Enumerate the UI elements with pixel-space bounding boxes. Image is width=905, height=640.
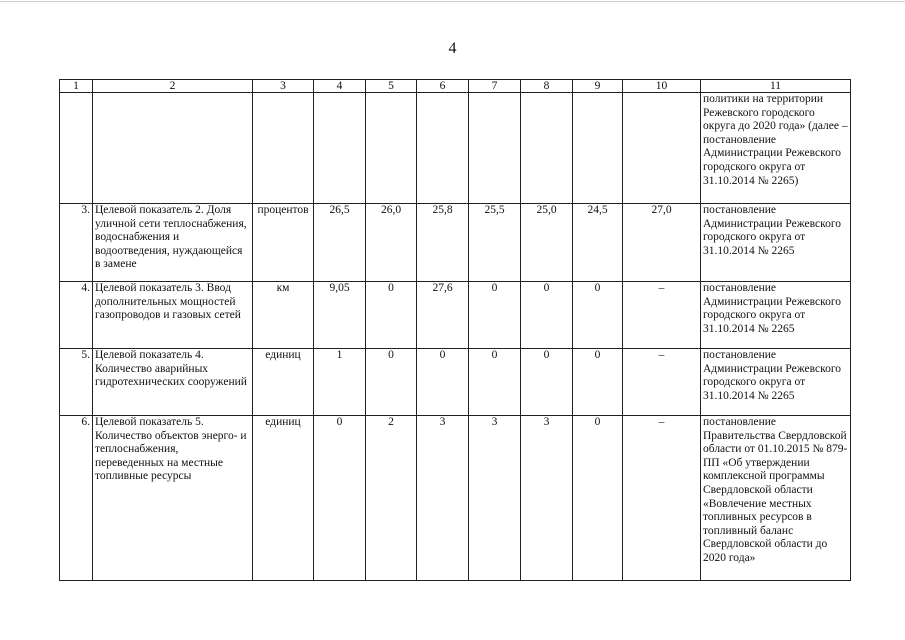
value-cell: 0 [521, 349, 573, 416]
value-cell: – [623, 282, 701, 349]
row-number: 5. [60, 349, 93, 416]
value-cell: 0 [314, 416, 366, 581]
value-cell: 3 [521, 416, 573, 581]
header-cell: 6 [417, 80, 469, 93]
source-document: постановление Администрации Режевского городского округа от 31.10.2014 № 2265 [701, 204, 851, 282]
header-cell: 4 [314, 80, 366, 93]
table-row [60, 349, 851, 416]
unit-cell: км [253, 282, 314, 349]
value-cell: 24,5 [573, 204, 623, 282]
table-row [60, 282, 851, 349]
value-cell: 0 [417, 349, 469, 416]
value-cell [623, 93, 701, 204]
source-document: политики на территории Режевского городского округа до 2020 года» (далее – постановление Администрации Режевского городского округа от 31.10.2014 № 2265) [701, 93, 851, 204]
value-cell: – [623, 416, 701, 581]
value-cell: 2 [366, 416, 417, 581]
value-cell: 25,5 [469, 204, 521, 282]
indicator-name: Целевой показатель 5. Количество объектов энерго- и теплоснабжения, переведенных на местные топливные ресурсы [93, 416, 253, 581]
table-row [60, 204, 851, 282]
value-cell: 3 [469, 416, 521, 581]
unit-cell: единиц [253, 349, 314, 416]
value-cell: 25,0 [521, 204, 573, 282]
value-cell [573, 93, 623, 204]
value-cell [469, 93, 521, 204]
header-cell: 9 [573, 80, 623, 93]
value-cell: 0 [573, 349, 623, 416]
header-cell: 11 [701, 80, 851, 93]
source-document: постановление Правительства Свердловской области от 01.10.2015 № 879-ПП «Об утверждении комплексной программы Свердловской области «Вовлечение местных топливных ресурсов в топливный баланс Свердловской области до 2020 года» [701, 416, 851, 581]
scan-edge-line [0, 1, 905, 2]
value-cell: 0 [573, 416, 623, 581]
row-number: 4. [60, 282, 93, 349]
value-cell: 0 [366, 282, 417, 349]
header-cell: 10 [623, 80, 701, 93]
indicators-table [59, 79, 851, 581]
value-cell: – [623, 349, 701, 416]
value-cell: 9,05 [314, 282, 366, 349]
value-cell: 26,0 [366, 204, 417, 282]
value-cell [366, 93, 417, 204]
value-cell [417, 93, 469, 204]
header-cell: 5 [366, 80, 417, 93]
page-number: 4 [448, 40, 457, 57]
value-cell: 27,6 [417, 282, 469, 349]
table-row [60, 416, 851, 581]
unit-cell: единиц [253, 416, 314, 581]
value-cell: 0 [573, 282, 623, 349]
value-cell: 0 [521, 282, 573, 349]
value-cell: 0 [469, 349, 521, 416]
value-cell: 3 [417, 416, 469, 581]
indicator-name: Целевой показатель 4. Количество аварийных гидротехнических сооружений [93, 349, 253, 416]
value-cell: 0 [469, 282, 521, 349]
indicator-name: Целевой показатель 2. Доля уличной сети теплоснабжения, водоснабжения и водоотведения, нуждающейся в замене [93, 204, 253, 282]
value-cell [314, 93, 366, 204]
indicator-name [93, 93, 253, 204]
header-cell: 1 [60, 80, 93, 93]
value-cell: 27,0 [623, 204, 701, 282]
value-cell [521, 93, 573, 204]
value-cell: 0 [366, 349, 417, 416]
row-number: 3. [60, 204, 93, 282]
row-number: 6. [60, 416, 93, 581]
header-cell: 3 [253, 80, 314, 93]
row-number [60, 93, 93, 204]
value-cell: 25,8 [417, 204, 469, 282]
header-cell: 2 [93, 80, 253, 93]
unit-cell [253, 93, 314, 204]
value-cell: 26,5 [314, 204, 366, 282]
header-cell: 8 [521, 80, 573, 93]
unit-cell: процентов [253, 204, 314, 282]
indicator-name: Целевой показатель 3. Ввод дополнительных мощностей газопроводов и газовых сетей [93, 282, 253, 349]
source-document: постановление Администрации Режевского городского округа от 31.10.2014 № 2265 [701, 282, 851, 349]
table-header-row [60, 80, 851, 93]
value-cell: 1 [314, 349, 366, 416]
header-cell: 7 [469, 80, 521, 93]
table-row [60, 93, 851, 204]
source-document: постановление Администрации Режевского городского округа от 31.10.2014 № 2265 [701, 349, 851, 416]
